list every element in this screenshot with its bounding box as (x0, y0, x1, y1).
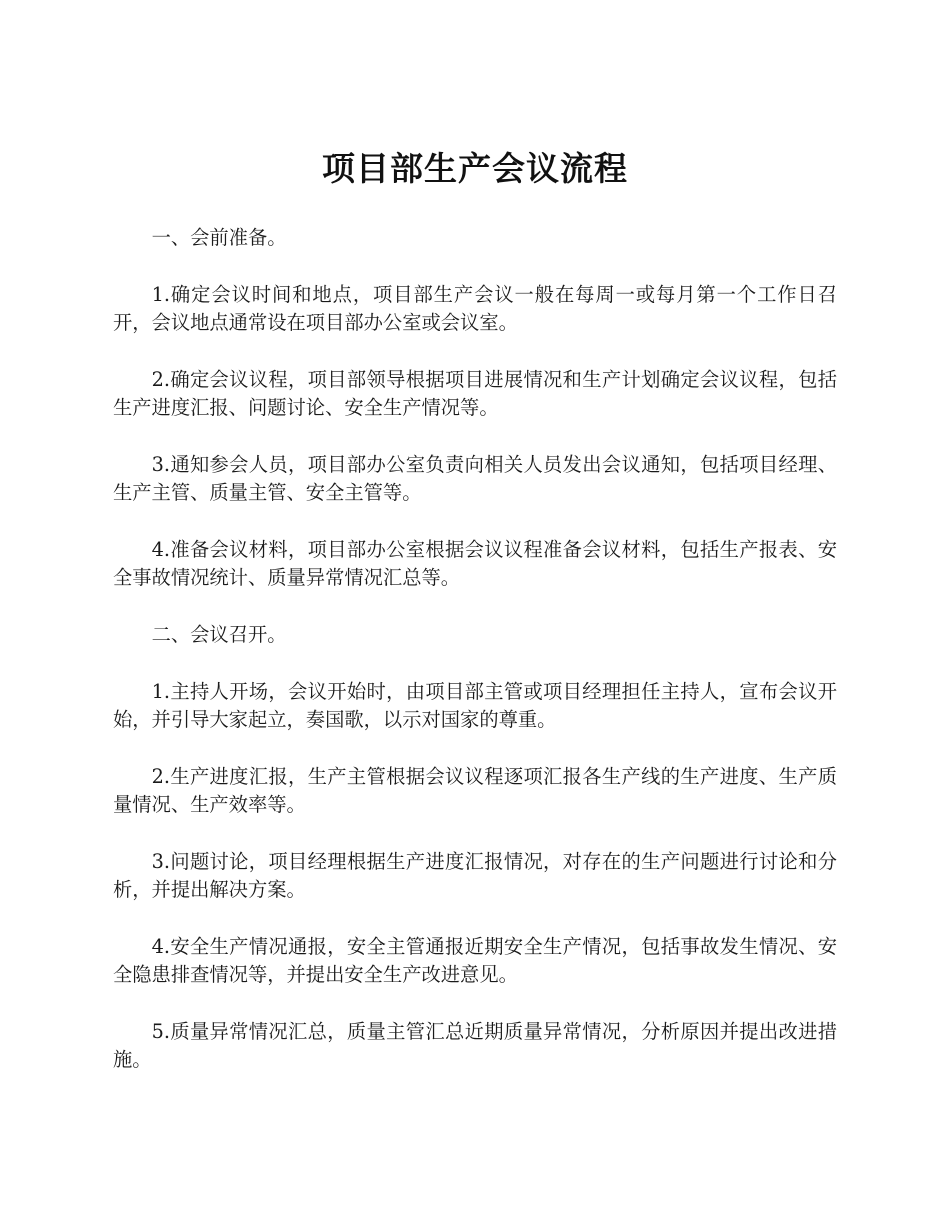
paragraph-item: 5.质量异常情况汇总，质量主管汇总近期质量异常情况，分析原因并提出改进措施。 (113, 1020, 837, 1071)
document-body (113, 224, 837, 1103)
paragraph-item: 4.准备会议材料，项目部办公室根据会议议程准备会议材料，包括生产报表、安全事故情况统计、质量异常情况汇总等。 (113, 538, 837, 589)
paragraph-item: 3.通知参会人员，项目部办公室负责向相关人员发出会议通知，包括项目经理、生产主管、质量主管、安全主管等。 (113, 453, 837, 504)
paragraph-item: 3.问题讨论，项目经理根据生产进度汇报情况，对存在的生产问题进行讨论和分析，并提出解决方案。 (113, 850, 837, 901)
paragraph-item: 2.确定会议议程，项目部领导根据项目进展情况和生产计划确定会议议程，包括生产进度汇报、问题讨论、安全生产情况等。 (113, 368, 837, 419)
section-heading-preparation: 一、会前准备。 (151, 226, 287, 249)
document-title: 项目部生产会议流程 (322, 149, 628, 188)
paragraph-item: 4.安全生产情况通报，安全主管通报近期安全生产情况，包括事故发生情况、安全隐患排查情况等，并提出安全生产改进意见。 (113, 935, 837, 986)
paragraph-item: 2.生产进度汇报，生产主管根据会议议程逐项汇报各生产线的生产进度、生产质量情况、生产效率等。 (113, 765, 837, 816)
paragraph-item: 1.确定会议时间和地点，项目部生产会议一般在每周一或每月第一个工作日召开，会议地点通常设在项目部办公室或会议室。 (113, 283, 837, 334)
paragraph-item: 1.主持人开场，会议开始时，由项目部主管或项目经理担任主持人，宣布会议开始，并引导大家起立，奏国歌，以示对国家的尊重。 (113, 680, 837, 731)
section-heading-meeting: 二、会议召开。 (151, 623, 287, 646)
